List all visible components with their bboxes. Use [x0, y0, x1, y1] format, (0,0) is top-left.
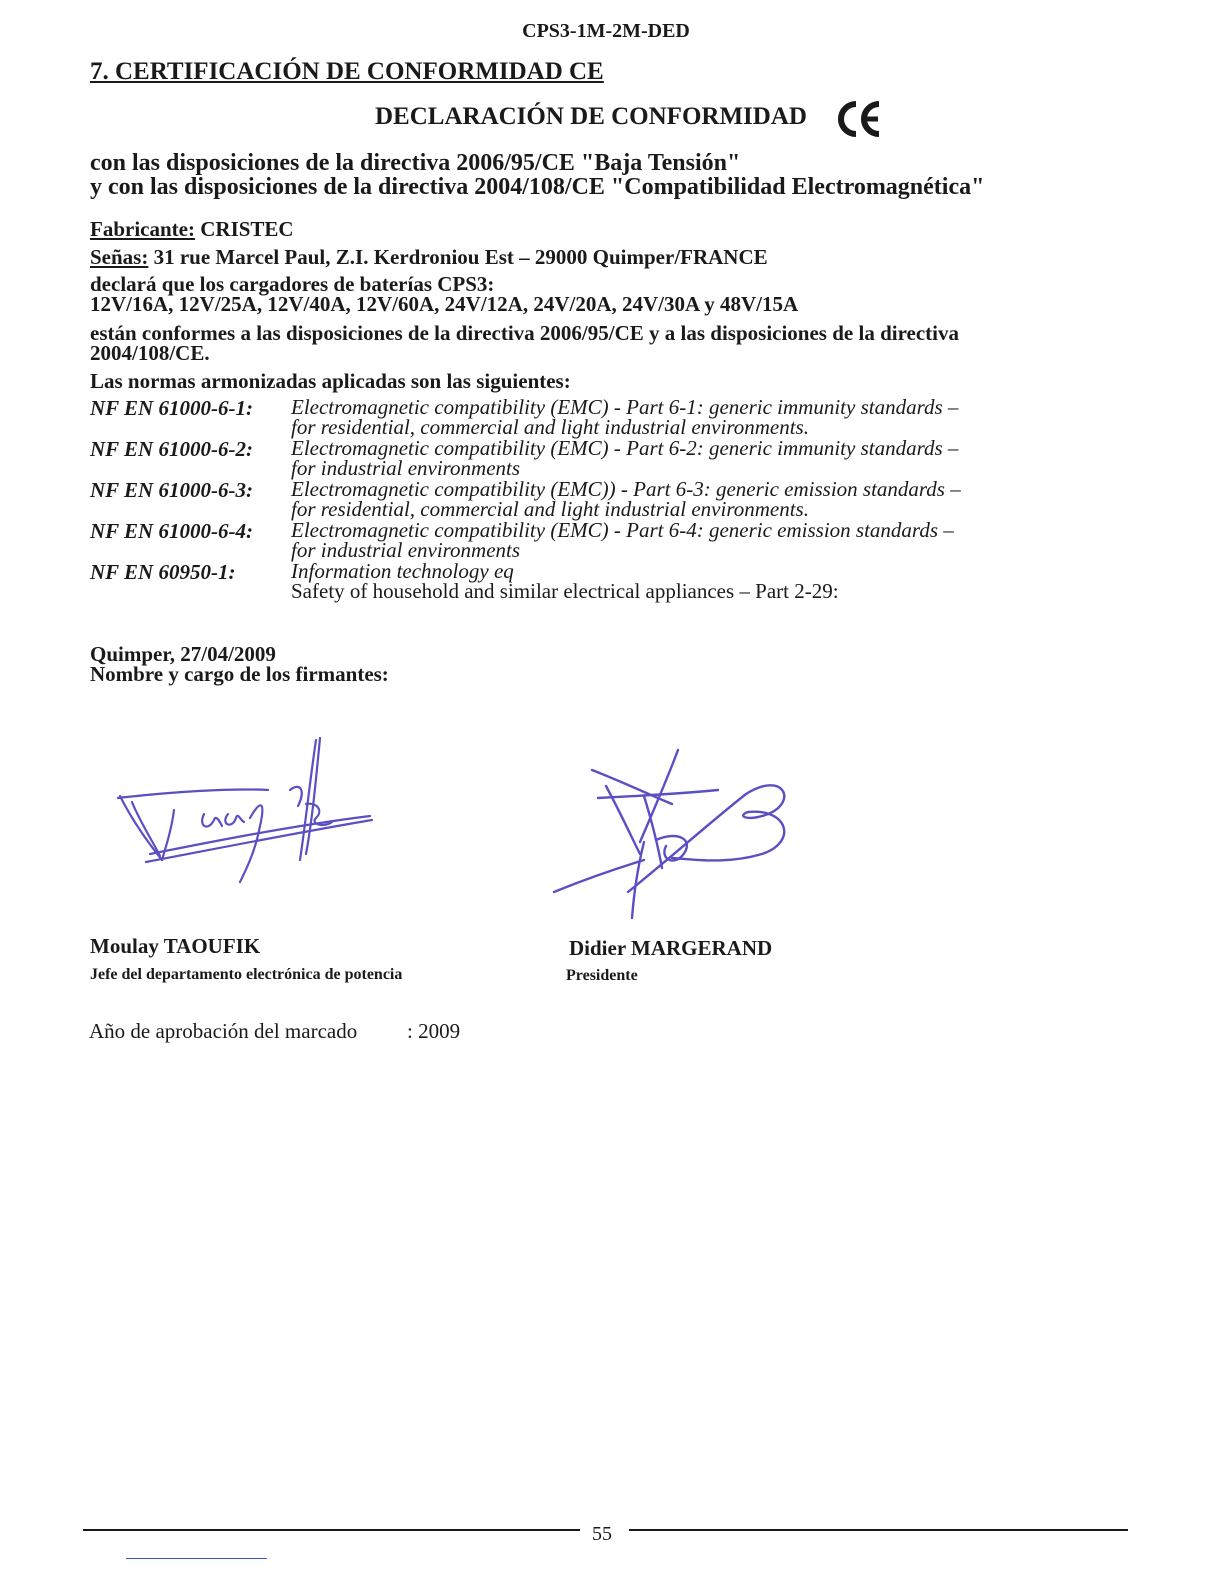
directive-line-low-voltage: con las disposiciones de la directiva 2006/95/CE "Baja Tensión" — [90, 150, 741, 176]
norm-description — [291, 397, 958, 437]
document-code: CPS3-1M-2M-DED — [522, 20, 690, 42]
signer-name: Didier MARGERAND — [569, 936, 773, 960]
conformity-statement: están conformes a las disposiciones de la directiva 2006/95/CE y a las disposiciones de la directiva — [90, 321, 959, 345]
norm-code: NF EN 61000-6-1: — [90, 396, 253, 420]
norm-code: NF EN 61000-6-4: — [90, 519, 253, 543]
norm-description-line: for industrial environments — [291, 456, 521, 480]
manufacturer-label: Fabricante: — [90, 217, 195, 241]
manufacturer-value: CRISTEC — [194, 217, 294, 241]
conformity-statement-cont: 2004/108/CE. — [90, 341, 210, 365]
signer-role: Jefe del departamento electrónica de potencia — [90, 966, 403, 983]
model-list: 12V/16A, 12V/25A, 12V/40A, 12V/60A, 24V/12A, 24V/20A, 24V/30A y 48V/15A — [90, 292, 799, 316]
manufacturer — [90, 217, 294, 242]
norm-description-line: Electromagnetic compatibility (EMC) - Part 6-4: generic emission standards – — [291, 518, 954, 542]
norm-description-line: Information technology eq — [291, 559, 514, 583]
address — [90, 245, 768, 270]
directive-line-emc: y con las disposiciones de la directiva 2004/108/CE "Compatibilidad Electromagnética" — [90, 174, 985, 200]
declaration-title: DECLARACIÓN DE CONFORMIDAD — [375, 103, 807, 130]
norms-title: Las normas armonizadas aplicadas son las siguientes: — [90, 369, 571, 393]
norm-description-line: Electromagnetic compatibility (EMC)) - Part 6-3: generic emission standards – — [291, 477, 961, 501]
ce-mark-icon — [836, 100, 882, 138]
footer-rule — [83, 1529, 580, 1531]
norm-code: NF EN 61000-6-2: — [90, 437, 253, 461]
declaration-statement: declará que los cargadores de baterías CPS3: — [90, 272, 495, 296]
signature-margerand — [548, 742, 798, 927]
signer-role: Presidente — [566, 967, 638, 984]
norm-code: NF EN 60950-1: — [90, 560, 236, 584]
approval-year-value: : 2009 — [407, 1019, 461, 1043]
norm-description — [291, 479, 961, 519]
bottom-divider — [126, 1558, 267, 1559]
approval-year-label: Año de aprobación del marcado — [89, 1019, 358, 1043]
norm-description-line: Electromagnetic compatibility (EMC) - Part 6-1: generic immunity standards – — [291, 395, 959, 419]
norm-description-line: for residential, commercial and light industrial environments. — [291, 415, 809, 439]
norm-description-line: for residential, commercial and light industrial environments. — [291, 497, 809, 521]
page-number: 55 — [592, 1523, 612, 1545]
section-title: 7. CERTIFICACIÓN DE CONFORMIDAD CE — [90, 58, 604, 85]
footer-rule — [629, 1529, 1128, 1531]
norm-description-line: for industrial environments — [291, 538, 521, 562]
place-date: Quimper, 27/04/2009 — [90, 642, 276, 666]
norm-description — [291, 561, 839, 601]
norm-description — [291, 520, 954, 560]
norm-code: NF EN 61000-6-3: — [90, 478, 253, 502]
norm-description — [291, 438, 958, 478]
address-label: Señas: — [90, 245, 149, 269]
address-value: 31 rue Marcel Paul, Z.I. Kerdroniou Est – 29000 Quimper/FRANCE — [148, 245, 768, 269]
norm-description-line: Electromagnetic compatibility (EMC) - Part 6-2: generic immunity standards – — [291, 436, 959, 460]
signer-name: Moulay TAOUFIK — [90, 934, 261, 958]
norm-description-line: Safety of household and similar electrical appliances – Part 2-29: — [291, 579, 839, 603]
signature-taoufik — [110, 730, 380, 890]
signers-title: Nombre y cargo de los firmantes: — [90, 662, 389, 686]
